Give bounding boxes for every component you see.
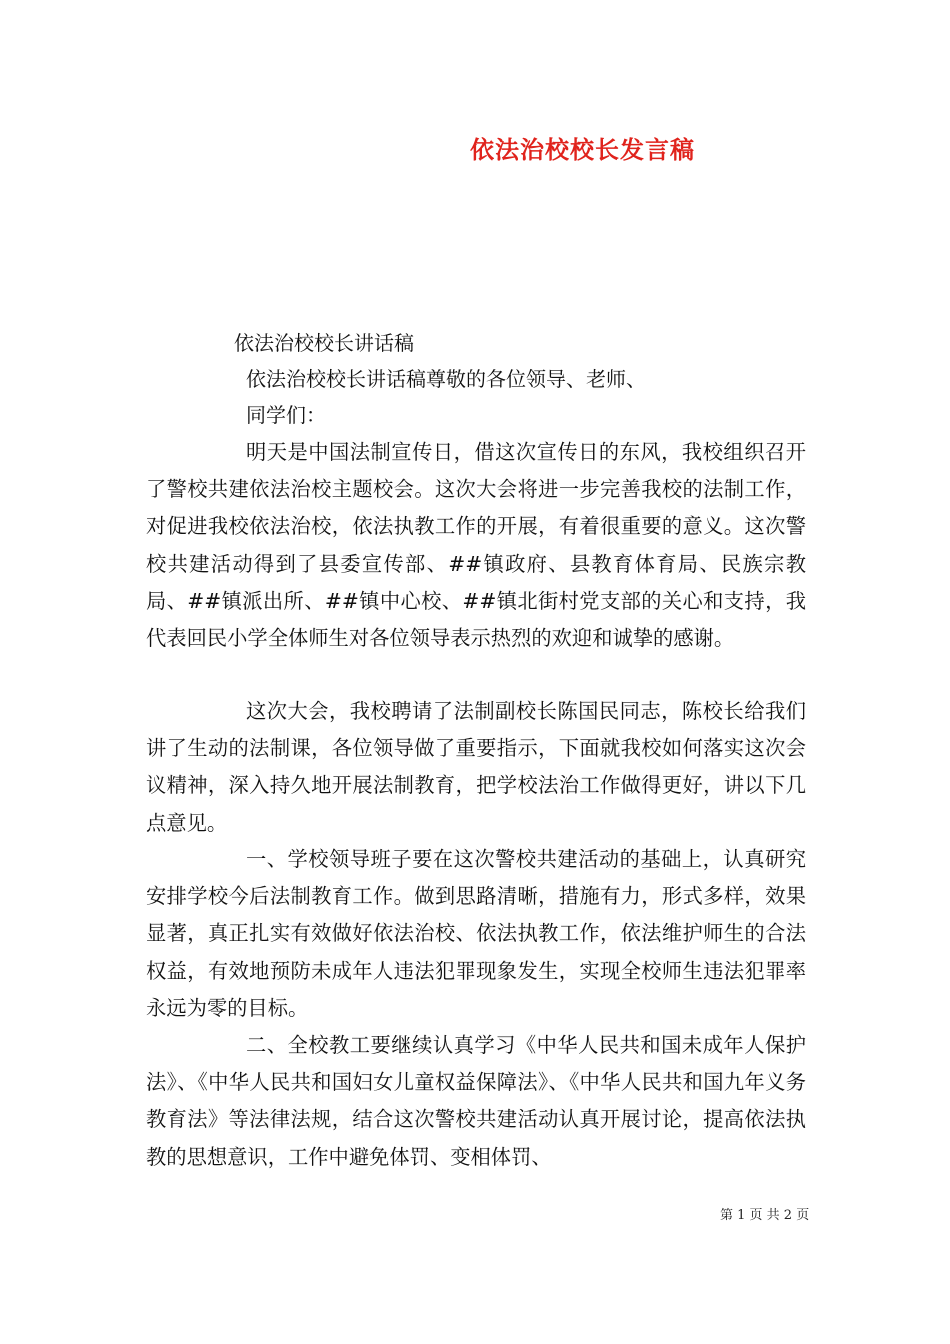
- salutation: 同学们：: [246, 403, 326, 427]
- page-number-footer: 第 1 页 共 2 页: [720, 1208, 810, 1223]
- paragraph-3: 一、学校领导班子要在这次警校共建活动的基础上，认真研究安排学校今后法制教育工作。做到思路清晰，措施有力，形式多样，效果显著，真正扎实有效做好依法治校、依法执教工作，依法维护师生的合法权益，有效地预防未成年人违法犯罪现象发生，实现全校师生违法犯罪率永远为零的目标。: [146, 847, 806, 1020]
- paragraph-2: 这次大会，我校聘请了法制副校长陈国民同志，陈校长给我们讲了生动的法制课，各位领导做了重要指示，下面就我校如何落实这次会议精神，深入持久地开展法制教育，把学校法治工作做得更好，讲以下几点意见。: [146, 699, 806, 835]
- document-title: 依法治校校长发言稿: [470, 135, 695, 164]
- document-subtitle: 依法治校校长讲话稿: [234, 331, 414, 355]
- intro-line: 依法治校校长讲话稿尊敬的各位领导、老师、: [246, 367, 646, 391]
- paragraph-4: 二、全校教工要继续认真学习《中华人民共和国未成年人保护法》、《中华人民共和国妇女儿童权益保障法》、《中华人民共和国九年义务教育法》等法律法规，结合这次警校共建活动认真开展讨论，提高依法执教的思想意识，工作中避免体罚、变相体罚、: [146, 1033, 806, 1169]
- paragraph-1: 明天是中国法制宣传日，借这次宣传日的东风，我校组织召开了警校共建依法治校主题校会。这次大会将进一步完善我校的法制工作，对促进我校依法治校，依法执教工作的开展，有着很重要的意义。这次警校共建活动得到了县委宣传部、##镇政府、县教育体育局、民族宗教局、##镇派出所、##镇中心校、##镇北街村党支部的关心和支持，我代表回民小学全体师生对各位领导表示热烈的欢迎和诚挚的感谢。: [146, 440, 806, 651]
